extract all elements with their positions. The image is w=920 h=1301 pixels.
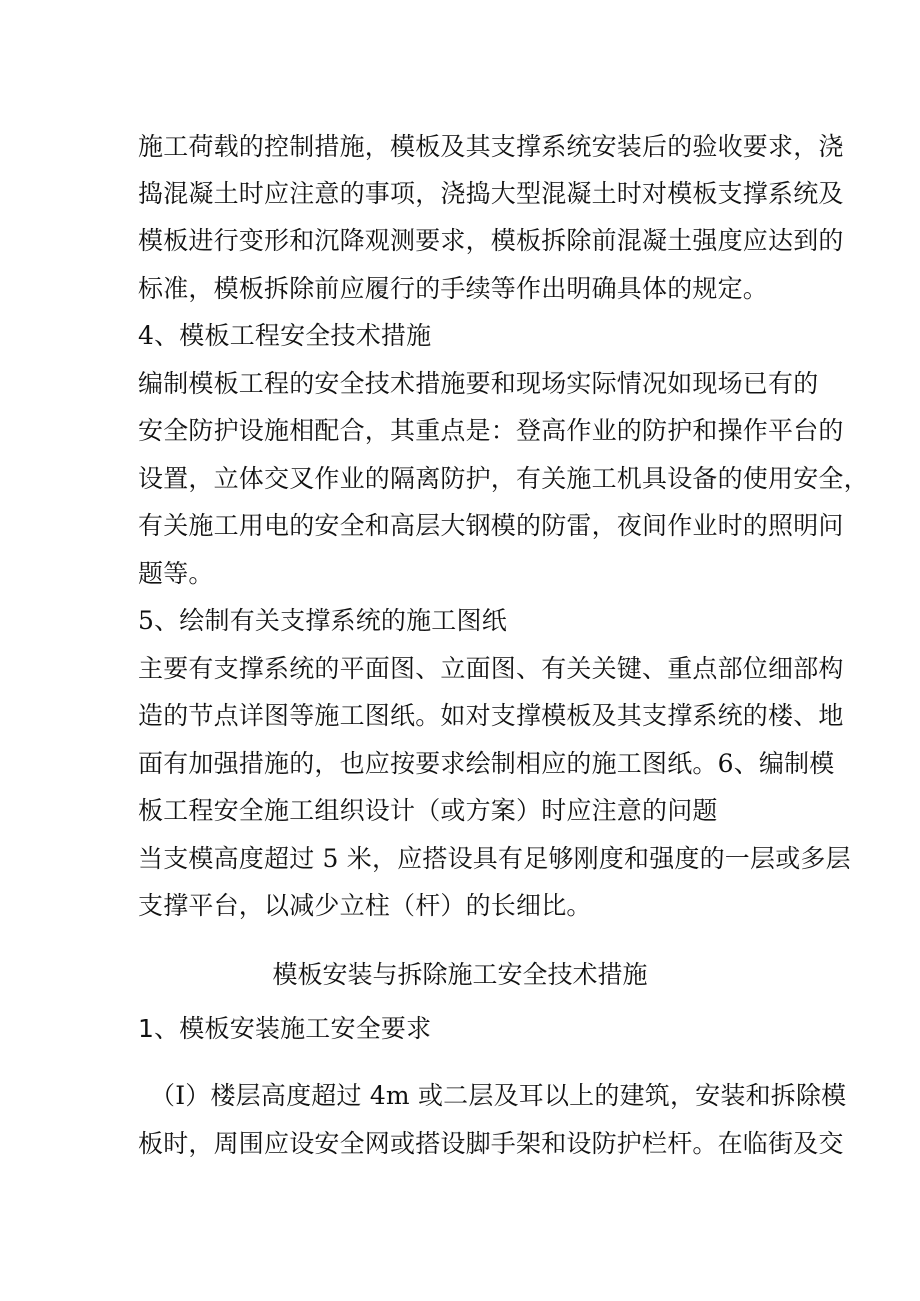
text-line: 设置，立体交叉作业的隔离防护，有关施工机具设备的使用安全， <box>138 464 869 493</box>
text-line: 板时，周围应设安全网或搭设脚手架和设防护栏杆。在临街及交 <box>138 1129 844 1158</box>
text-line: 支撑平台，以减少立柱（杆）的长细比。 <box>138 891 592 920</box>
text-line: 捣混凝土时应注意的事项，浇捣大型混凝土时对模板支撑系统及 <box>138 179 844 208</box>
text-line: 面有加强措施的，也应按要求绘制相应的施工图纸。6、编制模 <box>138 749 835 778</box>
text-line: 主要有支撑系统的平面图、立面图、有关关键、重点部位细部构 <box>138 654 844 683</box>
text-line: 当支模高度超过 5 米，应搭设具有足够刚度和强度的一层或多层 <box>138 844 851 873</box>
text-line: 造的节点详图等施工图纸。如对支撑模板及其支撑系统的楼、地 <box>138 701 844 730</box>
section-heading-5: 5、绘制有关支撑系统的施工图纸 <box>138 606 507 635</box>
section-heading-4: 4、模板工程安全技术措施 <box>138 321 432 350</box>
text-line: 模板进行变形和沉降观测要求，模板拆除前混凝土强度应达到的 <box>138 226 844 255</box>
text-line: （I）楼层高度超过 4m 或二层及耳以上的建筑，安装和拆除模 <box>150 1081 847 1110</box>
text-line: 有关施工用电的安全和高层大钢模的防雷，夜间作业时的照明问 <box>138 511 844 540</box>
text-line: 安全防护设施相配合，其重点是：登高作业的防护和操作平台的 <box>138 416 844 445</box>
text-line: 编制模板工程的安全技术措施要和现场实际情况如现场已有的 <box>138 369 819 398</box>
text-line: 题等。 <box>138 559 214 588</box>
text-line: 施工荷载的控制措施，模板及其支撑系统安装后的验收要求，浇 <box>138 132 844 161</box>
section-title: 模板安装与拆除施工安全技术措施 <box>272 960 648 989</box>
text-line: 标准，模板拆除前应履行的手续等作出明确具体的规定。 <box>138 274 769 303</box>
text-line: 板工程安全施工组织设计（或方案）时应注意的问题 <box>138 796 718 825</box>
subsection-title: 1、模板安装施工安全要求 <box>138 1014 432 1043</box>
